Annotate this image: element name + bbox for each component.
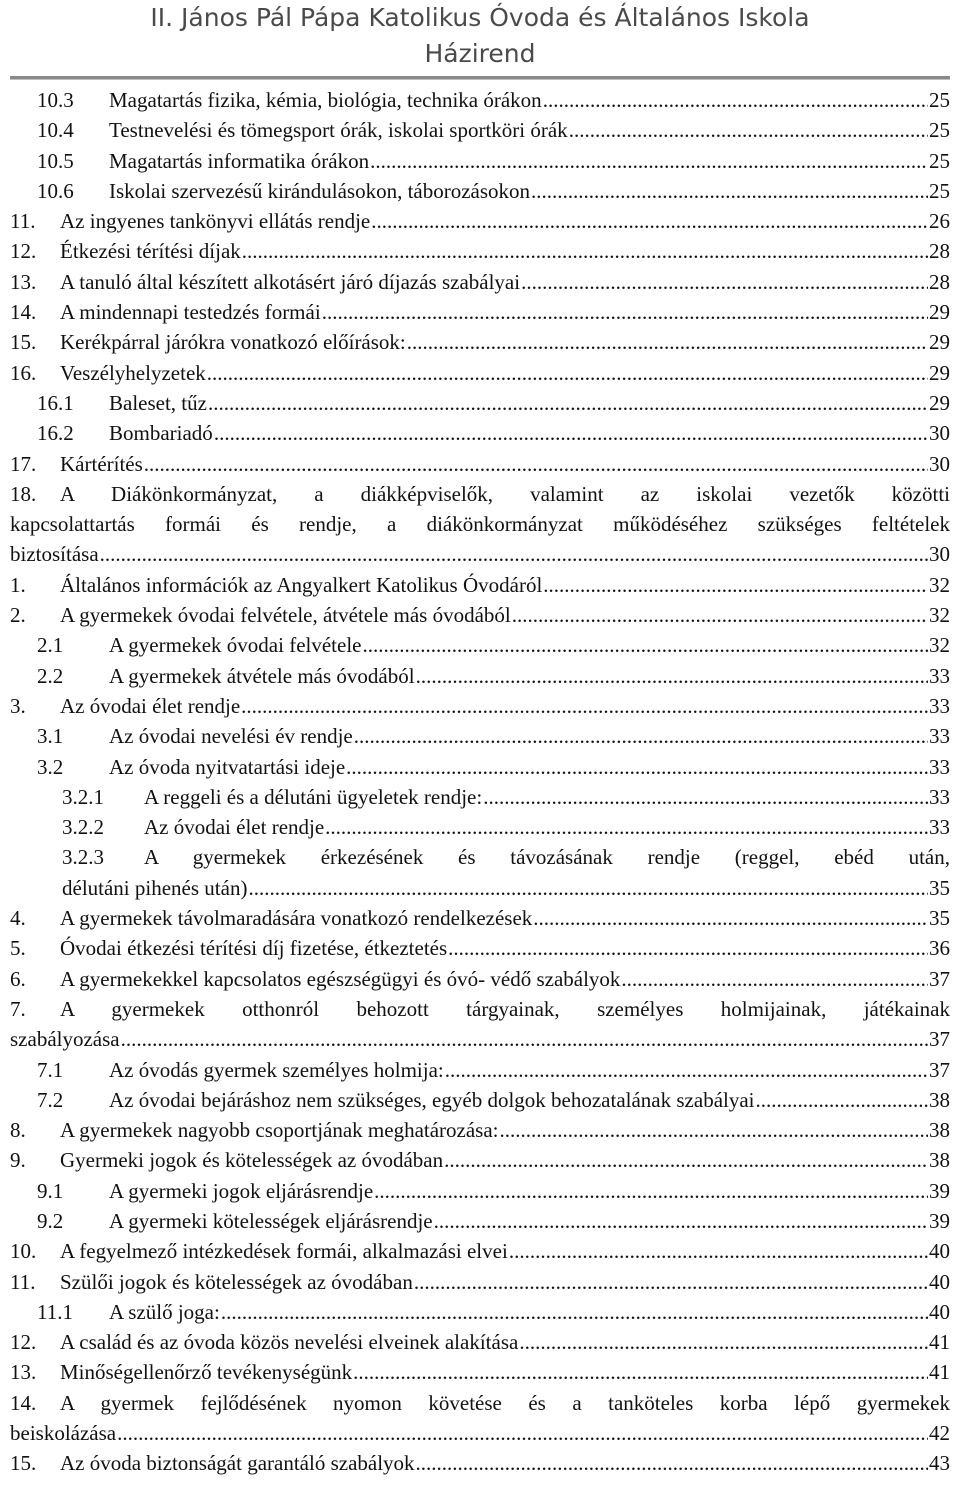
toc-title: A gyermekek átvétele más óvodából xyxy=(109,663,415,688)
toc-title-line: biztosítása xyxy=(10,542,99,567)
toc-title: Az óvodai élet rendje xyxy=(144,815,325,840)
toc-entry[interactable] xyxy=(10,1388,950,1449)
toc-number: 9.1 xyxy=(37,1178,64,1203)
toc-title: Az óvodás gyermek személyes holmija: xyxy=(109,1057,444,1082)
toc-number: 8. xyxy=(10,1118,26,1143)
toc-entry[interactable] xyxy=(10,782,950,812)
toc-page-number: 37 xyxy=(929,966,950,991)
toc-number: 4. xyxy=(10,906,26,931)
toc-dot-leader xyxy=(543,570,928,600)
toc-entry[interactable] xyxy=(10,327,950,357)
toc-page-number: 38 xyxy=(929,1118,950,1143)
toc-title: A reggeli és a délutáni ügyeletek rendje: xyxy=(144,784,483,809)
toc-title: A mindennapi testedzés formái xyxy=(60,300,321,325)
toc-number: 10.6 xyxy=(37,178,74,203)
toc-entry[interactable] xyxy=(10,176,950,206)
toc-number: 2.2 xyxy=(37,663,64,688)
toc-entry[interactable] xyxy=(10,1176,950,1206)
toc-entry[interactable] xyxy=(10,479,950,570)
toc-title: Veszélyhelyzetek xyxy=(60,360,206,385)
toc-title: Az ingyenes tankönyvi ellátás rendje xyxy=(60,209,371,234)
toc-dot-leader xyxy=(445,1055,928,1085)
toc-entry[interactable] xyxy=(10,752,950,782)
toc-number: 5. xyxy=(10,936,26,961)
toc-page-number: 33 xyxy=(929,693,950,718)
toc-entry[interactable] xyxy=(10,267,950,297)
toc-number: 9. xyxy=(10,1148,26,1173)
toc-page-number: 39 xyxy=(929,1178,950,1203)
toc-dot-leader xyxy=(509,1236,928,1266)
toc-dot-leader xyxy=(370,146,928,176)
toc-number: 11.1 xyxy=(37,1299,73,1324)
toc-page-number: 32 xyxy=(929,603,950,628)
toc-page-number: 41 xyxy=(929,1360,950,1385)
toc-number: 11. xyxy=(10,1269,36,1294)
toc-dot-leader xyxy=(621,964,928,994)
toc-page-number: 25 xyxy=(929,148,950,173)
toc-page-number: 36 xyxy=(929,936,950,961)
toc-entry[interactable] xyxy=(10,842,950,903)
toc-title: Kerékpárral járókra vonatkozó előírások: xyxy=(60,330,406,355)
toc-dot-leader xyxy=(444,1145,928,1175)
toc-page-number: 30 xyxy=(929,421,950,446)
toc-page-number: 41 xyxy=(929,1330,950,1355)
toc-page-number: 42 xyxy=(929,1421,950,1446)
toc-entry[interactable] xyxy=(10,1267,950,1297)
toc-dot-leader xyxy=(207,358,928,388)
toc-page-number: 29 xyxy=(929,360,950,385)
toc-entry[interactable] xyxy=(10,1145,950,1175)
toc-dot-leader xyxy=(214,418,928,448)
toc-entry[interactable] xyxy=(10,1236,950,1266)
toc-dot-leader xyxy=(416,661,928,691)
toc-number: 3.2.3 xyxy=(62,845,104,870)
toc-dot-leader xyxy=(448,933,928,963)
toc-title: A fegyelmező intézkedések formái, alkalmazási elvei xyxy=(60,1239,508,1264)
toc-title-line: szabályozása xyxy=(10,1027,120,1052)
toc-page-number: 33 xyxy=(929,663,950,688)
toc-dot-leader xyxy=(248,873,928,903)
toc-dot-leader xyxy=(569,115,928,145)
toc-entry[interactable] xyxy=(10,418,950,448)
toc-title: A tanuló által készített alkotásért járó díjazás szabályai xyxy=(60,269,521,294)
toc-page-number: 35 xyxy=(929,875,950,900)
toc-dot-leader xyxy=(121,1024,928,1054)
toc-entry[interactable] xyxy=(10,115,950,145)
toc-number: 1. xyxy=(10,572,26,597)
toc-title: A gyermeki kötelességek eljárásrendje xyxy=(109,1208,433,1233)
toc-title: A gyermekek óvodai felvétele, átvétele más óvodából xyxy=(60,603,511,628)
toc-dot-leader xyxy=(543,85,928,115)
toc-title: Általános információk az Angyalkert Katolikus Óvodáról xyxy=(60,572,543,597)
toc-entry[interactable] xyxy=(10,236,950,266)
toc-dot-leader xyxy=(500,1115,928,1145)
toc-dot-leader xyxy=(353,1357,928,1387)
toc-page-number: 32 xyxy=(929,633,950,658)
toc-page-number: 38 xyxy=(929,1087,950,1112)
toc-entry[interactable] xyxy=(10,1297,950,1327)
toc-page-number: 28 xyxy=(929,269,950,294)
toc-number: 3.2.1 xyxy=(62,784,104,809)
toc-entry[interactable] xyxy=(10,1085,950,1115)
header-divider xyxy=(10,76,950,80)
toc-dot-leader xyxy=(322,297,928,327)
toc-entry[interactable] xyxy=(10,1206,950,1236)
toc-dot-leader xyxy=(512,600,928,630)
toc-page-number: 33 xyxy=(929,724,950,749)
toc-number: 12. xyxy=(10,1330,37,1355)
toc-entry[interactable] xyxy=(10,358,950,388)
toc-dot-leader xyxy=(242,236,928,266)
toc-entry[interactable] xyxy=(10,570,950,600)
toc-title: Szülői jogok és kötelességek az óvodában xyxy=(60,1269,413,1294)
toc-entry[interactable] xyxy=(10,449,950,479)
toc-title-line: délutáni pihenés után) xyxy=(62,875,248,900)
toc-page-number: 25 xyxy=(929,178,950,203)
toc-number: 7.1 xyxy=(37,1057,64,1082)
toc-page-number: 43 xyxy=(929,1451,950,1476)
toc-title: Az óvodai nevelési év rendje xyxy=(109,724,353,749)
toc-title: Kártérítés xyxy=(60,451,143,476)
toc-entry[interactable] xyxy=(10,1115,950,1145)
toc-dot-leader xyxy=(434,1206,928,1236)
toc-title: A család és az óvoda közös nevelési elveinek alakítása xyxy=(60,1330,519,1355)
toc-entry[interactable] xyxy=(10,1055,950,1085)
toc-title: Gyermeki jogok és kötelességek az óvodában xyxy=(60,1148,444,1173)
toc-page-number: 39 xyxy=(929,1208,950,1233)
toc-title-line: beiskolázása xyxy=(10,1421,117,1446)
toc-number: 10.3 xyxy=(37,88,74,112)
toc-page-number: 40 xyxy=(929,1299,950,1324)
toc-page-number: 26 xyxy=(929,209,950,234)
toc-number: 9.2 xyxy=(37,1208,64,1233)
toc-entry[interactable] xyxy=(10,388,950,418)
toc-page-number: 29 xyxy=(929,390,950,415)
toc-number: 15. xyxy=(10,330,37,355)
toc-title: A gyermekek nagyobb csoportjának meghatározása: xyxy=(60,1118,499,1143)
toc-dot-leader xyxy=(531,176,928,206)
toc-title: A gyermeki jogok eljárásrendje xyxy=(109,1178,374,1203)
toc-title: Magatartás informatika órákon xyxy=(109,148,370,173)
toc-entry[interactable] xyxy=(10,1327,950,1357)
toc-dot-leader xyxy=(414,1267,928,1297)
toc-number: 10.4 xyxy=(37,118,74,143)
toc-entry[interactable] xyxy=(10,691,950,721)
toc-entry[interactable] xyxy=(10,994,950,1055)
header-document-title: Házirend xyxy=(424,39,536,68)
table-of-contents xyxy=(10,85,950,1479)
toc-number: 16.1 xyxy=(37,390,74,415)
toc-title: Iskolai szervezésű kirándulásokon, táborozásokon xyxy=(109,178,531,203)
toc-title-line: A gyermekek érkezésének és távozásának rendje (reggel, ebéd után, xyxy=(144,845,950,870)
toc-title: Testnevelési és tömegsport órák, iskolai sportköri órák xyxy=(109,118,568,143)
toc-page-number: 33 xyxy=(929,815,950,840)
toc-dot-leader xyxy=(371,206,928,236)
toc-number: 2.1 xyxy=(37,633,64,658)
toc-number: 18. xyxy=(10,481,37,506)
toc-page-number: 32 xyxy=(929,572,950,597)
toc-number: 3.2 xyxy=(37,754,64,779)
toc-number: 7. xyxy=(10,996,26,1021)
toc-title-line: kapcsolattartás formái és rendje, a diákönkormányzat működéséhez szükséges feltételek xyxy=(10,512,950,537)
toc-dot-leader xyxy=(208,388,928,418)
toc-entry[interactable] xyxy=(10,600,950,630)
toc-page-number: 33 xyxy=(929,784,950,809)
toc-title: Az óvoda biztonságát garantáló szabályok xyxy=(60,1451,415,1476)
toc-dot-leader xyxy=(354,721,928,751)
toc-number: 3.1 xyxy=(37,724,64,749)
toc-page-number: 25 xyxy=(929,88,950,112)
toc-page-number: 40 xyxy=(929,1269,950,1294)
toc-dot-leader xyxy=(756,1085,928,1115)
toc-page-number: 33 xyxy=(929,754,950,779)
toc-page-number: 30 xyxy=(929,542,950,567)
toc-title: Étkezési térítési díjak xyxy=(60,239,241,264)
toc-entry[interactable] xyxy=(10,1357,950,1387)
toc-dot-leader xyxy=(144,449,928,479)
toc-number: 10.5 xyxy=(37,148,74,173)
toc-dot-leader xyxy=(362,630,928,660)
toc-entry[interactable] xyxy=(10,206,950,236)
page-header xyxy=(0,0,960,72)
toc-page-number: 28 xyxy=(929,239,950,264)
toc-number: 6. xyxy=(10,966,26,991)
toc-page-number: 40 xyxy=(929,1239,950,1264)
toc-number: 16. xyxy=(10,360,37,385)
toc-dot-leader xyxy=(325,812,928,842)
toc-dot-leader xyxy=(221,1297,928,1327)
toc-dot-leader xyxy=(407,327,928,357)
toc-page-number: 38 xyxy=(929,1148,950,1173)
toc-page-number: 29 xyxy=(929,300,950,325)
toc-entry[interactable] xyxy=(10,721,950,751)
toc-title: A gyermekekkel kapcsolatos egészségügyi és óvó- védő szabályok xyxy=(60,966,621,991)
toc-number: 12. xyxy=(10,239,37,264)
toc-entry[interactable] xyxy=(10,630,950,660)
toc-number: 16.2 xyxy=(37,421,74,446)
toc-entry[interactable] xyxy=(10,812,950,842)
toc-dot-leader xyxy=(117,1418,928,1448)
toc-title: Minőségellenőrző tevékenységünk xyxy=(60,1360,353,1385)
toc-title: Az óvoda nyitvatartási ideje xyxy=(109,754,346,779)
toc-number: 2. xyxy=(10,603,26,628)
toc-entry[interactable] xyxy=(10,933,950,963)
header-school-name: II. János Pál Pápa Katolikus Óvoda és Általános Iskola xyxy=(150,3,810,32)
toc-dot-leader xyxy=(416,1448,928,1478)
toc-dot-leader xyxy=(346,752,928,782)
toc-title: Az óvodai bejáráshoz nem szükséges, egyéb dolgok behozatalának szabályai xyxy=(109,1087,755,1112)
toc-number: 7.2 xyxy=(37,1087,64,1112)
toc-page-number: 37 xyxy=(929,1027,950,1052)
toc-dot-leader xyxy=(374,1176,928,1206)
toc-number: 3.2.2 xyxy=(62,815,104,840)
toc-number: 14. xyxy=(10,1390,37,1415)
toc-number: 13. xyxy=(10,269,37,294)
toc-title-line: A gyermek fejlődésének nyomon követése és a tanköteles korba lépő gyermekek xyxy=(60,1390,950,1415)
toc-entry[interactable] xyxy=(10,964,950,994)
toc-entry[interactable] xyxy=(10,85,950,115)
toc-title-line: A Diákönkormányzat, a diákképviselők, valamint az iskolai vezetők közötti xyxy=(60,481,950,506)
toc-title: A gyermekek távolmaradására vonatkozó rendelkezések xyxy=(60,906,533,931)
toc-page-number: 37 xyxy=(929,1057,950,1082)
toc-number: 3. xyxy=(10,693,26,718)
toc-dot-leader xyxy=(100,539,928,569)
toc-title: Bombariadó xyxy=(109,421,213,446)
toc-number: 17. xyxy=(10,451,37,476)
toc-number: 15. xyxy=(10,1451,37,1476)
toc-entry[interactable] xyxy=(10,661,950,691)
toc-dot-leader xyxy=(483,782,928,812)
toc-entry[interactable] xyxy=(10,903,950,933)
toc-dot-leader xyxy=(533,903,928,933)
toc-page-number: 29 xyxy=(929,330,950,355)
toc-page-number: 25 xyxy=(929,118,950,143)
toc-number: 14. xyxy=(10,300,37,325)
toc-number: 10. xyxy=(10,1239,37,1264)
toc-entry[interactable] xyxy=(10,1448,950,1478)
toc-dot-leader xyxy=(519,1327,928,1357)
toc-title: A szülő joga: xyxy=(109,1299,220,1324)
toc-title: Magatartás fizika, kémia, biológia, technika órákon xyxy=(109,88,542,112)
toc-title: Az óvodai élet rendje xyxy=(60,693,241,718)
toc-title: Óvodai étkezési térítési díj fizetése, étkeztetés xyxy=(60,936,448,961)
toc-entry[interactable] xyxy=(10,297,950,327)
toc-number: 11. xyxy=(10,209,36,234)
toc-title: Baleset, tűz xyxy=(109,390,207,415)
toc-title-line: A gyermekek otthonról behozott tárgyainak, személyes holmijainak, játékainak xyxy=(60,996,950,1021)
toc-dot-leader xyxy=(241,691,928,721)
toc-title: A gyermekek óvodai felvétele xyxy=(109,633,362,658)
toc-number: 13. xyxy=(10,1360,37,1385)
toc-page-number: 30 xyxy=(929,451,950,476)
toc-dot-leader xyxy=(521,267,928,297)
toc-page-number: 35 xyxy=(929,906,950,931)
toc-entry[interactable] xyxy=(10,146,950,176)
